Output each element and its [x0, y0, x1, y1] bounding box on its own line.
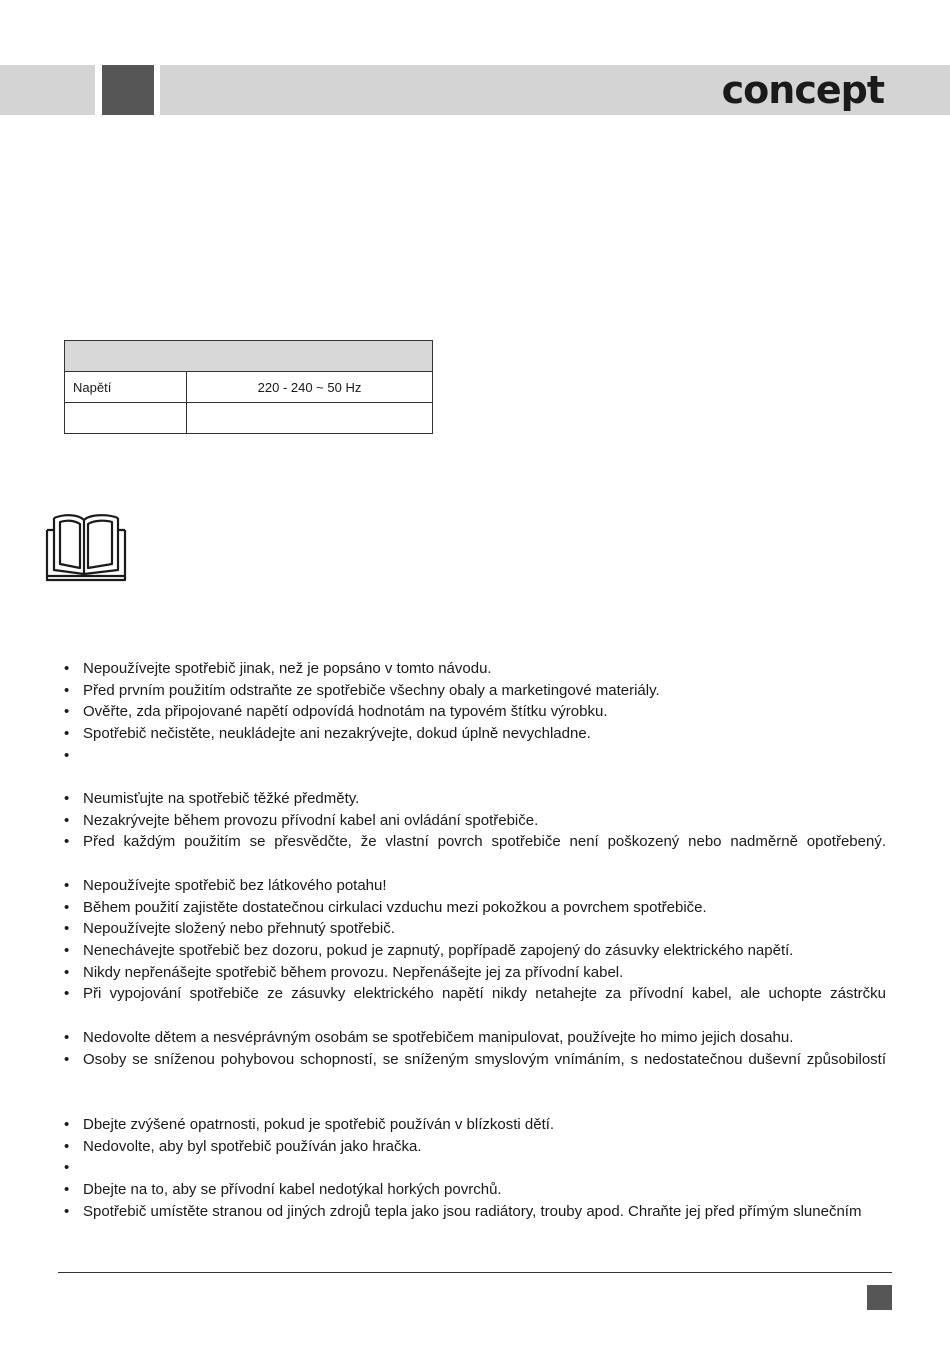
list-item: • Spotřebič umístěte stranou od jiných zdrojů tepla jako jsou radiátory, trouby apod. Chraňte jej před přímým slunečním — [64, 1201, 886, 1223]
list-item: • Ověřte, zda připojované napětí odpovídá hodnotám na typovém štítku výrobku. — [64, 701, 886, 723]
list-item: • Nenechávejte spotřebič bez dozoru, pokud je zapnutý, popřípadě zapojený do zásuvky elektrického napětí. — [64, 940, 886, 962]
spec-label: Napětí — [65, 372, 187, 403]
spec-value-empty — [187, 403, 433, 434]
spec-table-row — [65, 372, 433, 403]
safety-list-5 — [64, 1114, 886, 1222]
list-item — [64, 745, 886, 767]
list-item: • Neumisťujte na spotřebič těžké předměty. — [64, 788, 886, 810]
list-item: • Před každým použitím se přesvědčte, že vlastní povrch spotřebiče není poškozený nebo nadměrně opotřebený. — [64, 831, 886, 853]
list-item: • Před prvním použitím odstraňte ze spotřebiče všechny obaly a marketingové materiály. — [64, 680, 886, 702]
list-item: • Spotřebič nečistěte, neukládejte ani nezakrývejte, dokud úplně nevychladne. — [64, 723, 886, 745]
list-item: • Dbejte zvýšené opatrnosti, pokud je spotřebič používán v blízkosti dětí. — [64, 1114, 886, 1136]
open-book-icon — [44, 512, 128, 582]
spec-value: 220 - 240 ~ 50 Hz — [187, 372, 433, 403]
spec-label-empty — [65, 403, 187, 434]
safety-list-2 — [64, 788, 886, 853]
list-item: • Nedovolte, aby byl spotřebič používán jako hračka. — [64, 1136, 886, 1158]
spec-table-header-row — [65, 341, 433, 372]
spec-table — [64, 340, 433, 434]
spec-table-header-cell — [65, 341, 433, 372]
list-item: • Nepoužívejte spotřebič bez látkového potahu! — [64, 875, 886, 897]
safety-list-4 — [64, 1027, 886, 1070]
brand-logo: concept — [721, 68, 884, 112]
header-left-bar — [0, 65, 95, 115]
footer-divider — [58, 1272, 892, 1273]
header-section-square — [102, 65, 154, 115]
safety-list-3 — [64, 875, 886, 1005]
list-item: • Při vypojování spotřebiče ze zásuvky elektrického napětí nikdy netahejte za přívodní kabel, ale uchopte zástrčku — [64, 983, 886, 1005]
list-item: • Nezakrývejte během provozu přívodní kabel ani ovládání spotřebiče. — [64, 810, 886, 832]
list-item: • Nepoužívejte složený nebo přehnutý spotřebič. — [64, 918, 886, 940]
list-item: • Nedovolte dětem a nesvéprávným osobám se spotřebičem manipulovat, používejte ho mimo jejich dosahu. — [64, 1027, 886, 1049]
list-item: • Nepoužívejte spotřebič jinak, než je popsáno v tomto návodu. — [64, 658, 886, 680]
page-number-square — [867, 1285, 892, 1310]
list-item: • Během použití zajistěte dostatečnou cirkulaci vzduchu mezi pokožkou a povrchem spotřebiče. — [64, 897, 886, 919]
spec-table-row — [65, 403, 433, 434]
list-item: • Nikdy nepřenášejte spotřebič během provozu. Nepřenášejte jej za přívodní kabel. — [64, 962, 886, 984]
list-item — [64, 1157, 886, 1179]
list-item: • Dbejte na to, aby se přívodní kabel nedotýkal horkých povrchů. — [64, 1179, 886, 1201]
safety-list-1 — [64, 658, 886, 766]
list-item: • Osoby se sníženou pohybovou schopností, se sníženým smyslovým vnímáním, s nedostatečnou duševní způsobilostí — [64, 1049, 886, 1071]
